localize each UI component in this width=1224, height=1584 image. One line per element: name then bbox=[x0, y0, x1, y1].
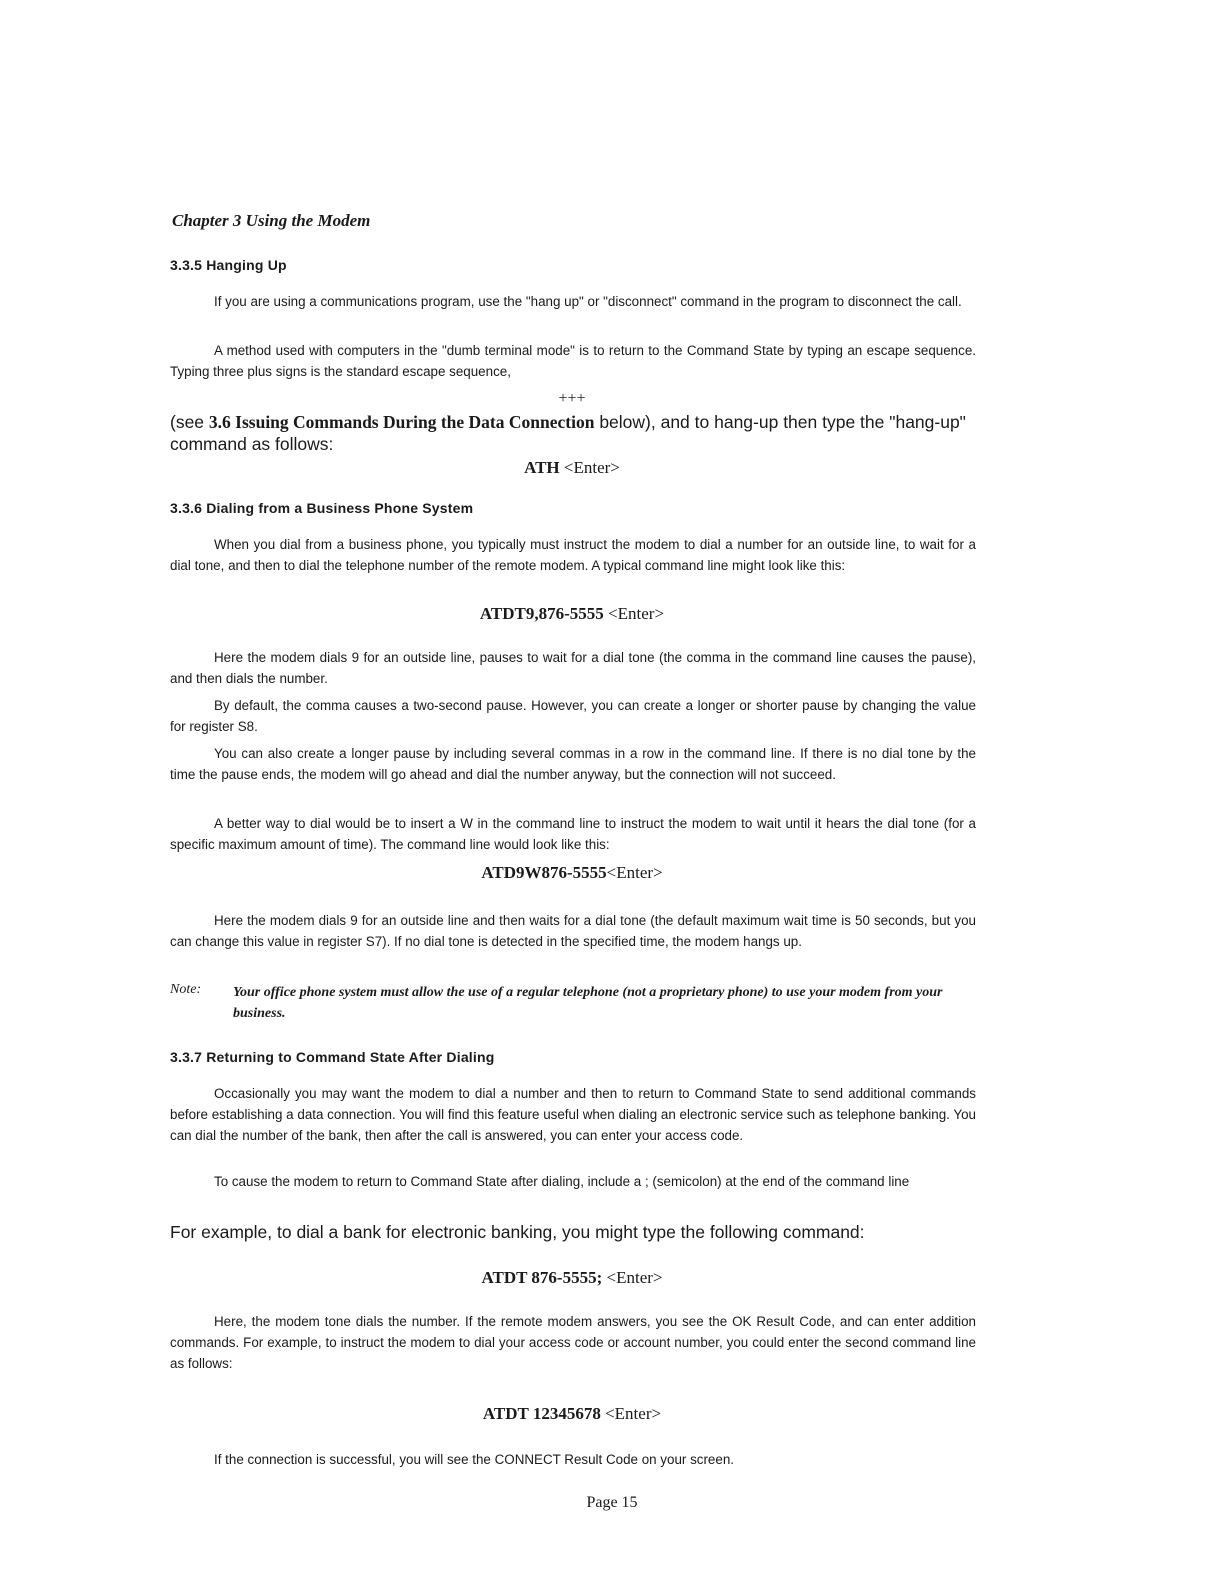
note-text: Your office phone system must allow the use of a regular telephone (not a proprietary phone) to use your modem from your business. bbox=[233, 985, 943, 1021]
paragraph: When you dial from a business phone, you typically must instruct the modem to dial a number for an outside line, to wait for a dial tone, and then to dial the telephone number of the remote modem. A typical command line might look like this: bbox=[170, 537, 976, 573]
command-key: <Enter> bbox=[559, 458, 620, 477]
text-run: (see bbox=[170, 412, 209, 432]
command-line bbox=[172, 458, 972, 478]
paragraph: By default, the comma causes a two-second pause. However, you can create a longer or shorter pause by changing the value for register S8. bbox=[170, 698, 976, 734]
note-label: Note: bbox=[170, 982, 202, 997]
command-text: ATDT 876-5555; bbox=[481, 1268, 603, 1287]
paragraph-large: For example, to dial a bank for electronic banking, you might type the following command: bbox=[170, 1222, 865, 1242]
section-heading-3-3-6: 3.3.6 Dialing from a Business Phone System bbox=[170, 500, 474, 516]
command-key: <Enter> bbox=[606, 863, 663, 882]
paragraph: Here, the modem tone dials the number. If the remote modem answers, you see the OK Result Code, and can enter addition commands. For example, to instruct the modem to dial your access code or account number, you could enter the second command line as follows: bbox=[170, 1314, 976, 1371]
command-line bbox=[172, 863, 972, 883]
command-key: <Enter> bbox=[603, 604, 665, 623]
paragraph-large bbox=[170, 411, 980, 455]
paragraph: If the connection is successful, you will see the CONNECT Result Code on your screen. bbox=[214, 1452, 734, 1467]
command-line bbox=[172, 1404, 972, 1424]
paragraph: A method used with computers in the "dumb terminal mode" is to return to the Command State by typing an escape sequence. Typing three plus signs is the standard escape sequence, bbox=[170, 343, 976, 379]
section-heading-3-3-7: 3.3.7 Returning to Command State After Dialing bbox=[170, 1049, 495, 1065]
command-text: ATH bbox=[524, 458, 560, 477]
paragraph: To cause the modem to return to Command State after dialing, include a ; (semicolon) at the end of the command line bbox=[214, 1174, 910, 1189]
cross-reference: 3.6 Issuing Commands During the Data Connection bbox=[208, 412, 595, 432]
command-line bbox=[172, 604, 972, 624]
command-text: ATDT 12345678 bbox=[482, 1404, 601, 1423]
paragraph: Here the modem dials 9 for an outside line, pauses to wait for a dial tone (the comma in the command line causes the pause), and then dials the number. bbox=[170, 650, 976, 686]
paragraph: Occasionally you may want the modem to dial a number and then to return to Command State to send additional commands before establishing a data connection. You will find this feature useful when dialing an electronic service such as telephone banking. You can dial the number of the bank, then after the call is answered, you can enter your access code. bbox=[170, 1086, 976, 1143]
command-line bbox=[172, 1268, 972, 1288]
page-number: Page 15 bbox=[586, 1494, 638, 1511]
paragraph: You can also create a longer pause by including several commas in a row in the command line. If there is no dial tone by the time the pause ends, the modem will go ahead and dial the number anyway, but the connection will not succeed. bbox=[170, 746, 976, 782]
command-text: ATD9W876-5555 bbox=[481, 863, 607, 882]
command-key: <Enter> bbox=[600, 1404, 662, 1423]
paragraph: If you are using a communications program, use the "hang up" or "disconnect" command in the program to disconnect the call. bbox=[214, 294, 962, 309]
command-key: <Enter> bbox=[602, 1268, 663, 1287]
paragraph: Here the modem dials 9 for an outside line and then waits for a dial tone (the default maximum wait time is 50 seconds, but you can change this value in register S7). If no dial tone is detected in the specified time, the modem hangs up. bbox=[170, 913, 976, 949]
command-text: ATDT9,876-5555 bbox=[479, 604, 604, 623]
section-heading-3-3-5: 3.3.5 Hanging Up bbox=[170, 257, 287, 273]
chapter-title: Chapter 3 Using the Modem bbox=[172, 211, 371, 230]
paragraph: A better way to dial would be to insert a W in the command line to instruct the modem to wait until it hears the dial tone (for a specific maximum amount of time). The command line would look like this: bbox=[170, 816, 976, 852]
escape-sequence: +++ bbox=[558, 390, 586, 407]
text-run: below), and to hang-up then type the "hang-up" command as follows: bbox=[170, 412, 966, 454]
